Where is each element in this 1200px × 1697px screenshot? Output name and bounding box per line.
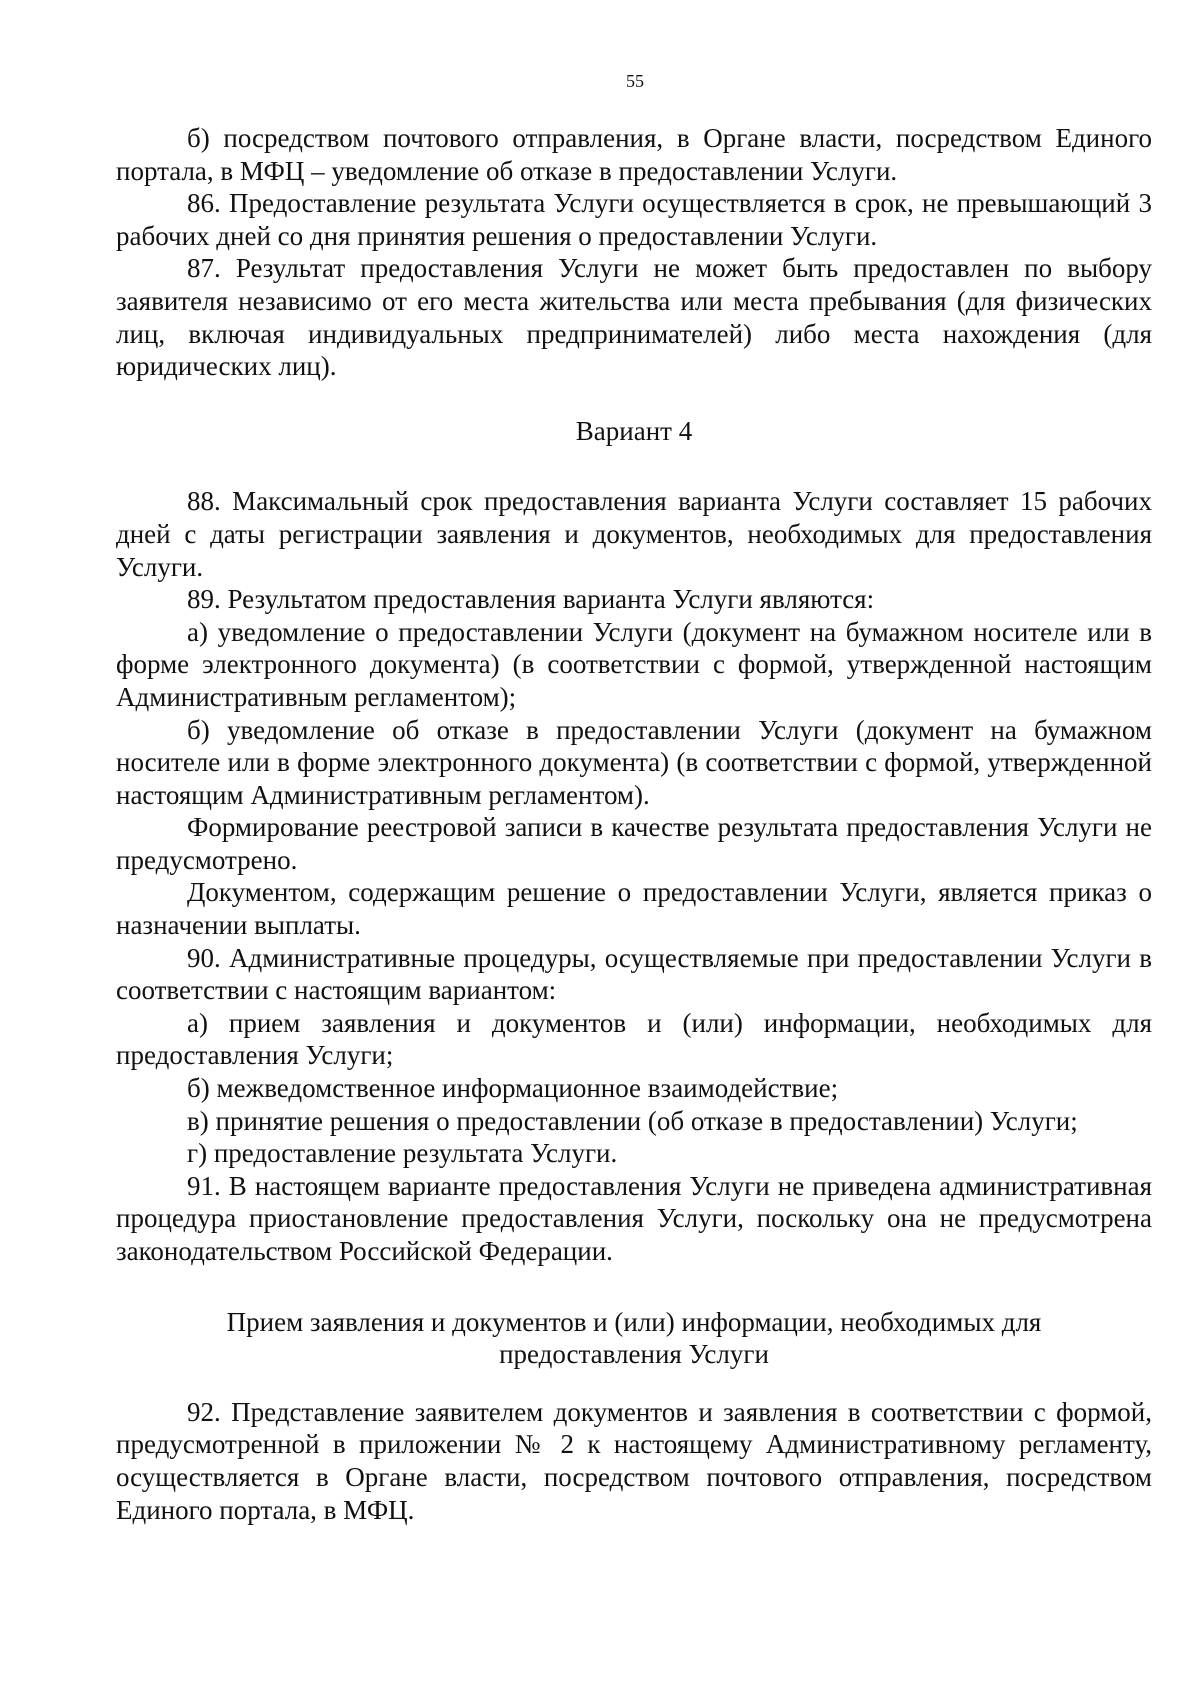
paragraph-90-v: в) принятие решения о предоставлении (об отказе в предоставлении) Услуги; <box>187 1105 1078 1136</box>
section-heading-reception: Прием заявления и документов и (или) информации, необходимых для предоставления Услуги <box>226 1306 1042 1370</box>
page-number: 55 <box>626 71 644 91</box>
paragraph-87: 87. Результат предоставления Услуги не может быть предоставлен по выбору заявителя независимо от его места жительства или места пребывания (для физических лиц, включая индивидуальных предпринимателей) либо места нахождения (для юридических лиц). <box>116 253 1152 382</box>
paragraph-registry-entry: Формирование реестровой записи в качестве результата предоставления Услуги не предусмотрено. <box>116 812 1152 875</box>
paragraph-89: 89. Результатом предоставления варианта Услуги являются: <box>187 584 875 615</box>
paragraph-90: 90. Административные процедуры, осуществляемые при предоставлении Услуги в соответствии с настоящим вариантом: <box>116 942 1152 1006</box>
paragraph-90-b: б) межведомственное информационное взаимодействие; <box>187 1073 839 1104</box>
paragraph-89-b: б) уведомление об отказе в предоставлении Услуги (документ на бумажном носителе или в форме электронного документа) (в соответствии с формой, утвержденной настоящим Административным регламентом). <box>116 714 1152 810</box>
paragraph-90-a: а) прием заявления и документов и (или) информации, необходимых для предоставления Услуги; <box>116 1007 1152 1071</box>
paragraph-86: 86. Предоставление результата Услуги осуществляется в срок, не превышающий 3 рабочих дней со дня принятия решения о предоставлении Услуги. <box>116 188 1152 251</box>
paragraph-91: 91. В настоящем варианте предоставления Услуги не приведена административная процедура приостановление предоставления Услуги, поскольку она не предусмотрена законодательством Российской Федерации. <box>116 1170 1152 1266</box>
paragraph-b-postal-notice: б) посредством почтового отправления, в Органе власти, посредством Единого портала, в МФЦ – уведомление об отказе в предоставлении Услуги. <box>116 123 1152 186</box>
paragraph-decision-document: Документом, содержащим решение о предоставлении Услуги, является приказ о назначении выплаты. <box>116 877 1152 941</box>
paragraph-92: 92. Представление заявителем документов и заявления в соответствии с формой, предусмотренной в приложении № 2 к настоящему Административному регламенту, осуществляется в Органе власти, посредством почтового отправления, посредством Единого портала, в МФЦ. <box>116 1396 1152 1525</box>
section-heading-variant-4: Вариант 4 <box>575 415 693 446</box>
paragraph-90-g: г) предоставление результата Услуги. <box>187 1138 618 1169</box>
paragraph-88: 88. Максимальный срок предоставления варианта Услуги составляет 15 рабочих дней с даты регистрации заявления и документов, необходимых для предоставления Услуги. <box>116 486 1152 582</box>
document-body <box>116 122 1152 1526</box>
paragraph-89-a: а) уведомление о предоставлении Услуги (документ на бумажном носителе или в форме электронного документа) (в соответствии с формой, утвержденной настоящим Административным регламентом); <box>116 616 1152 712</box>
